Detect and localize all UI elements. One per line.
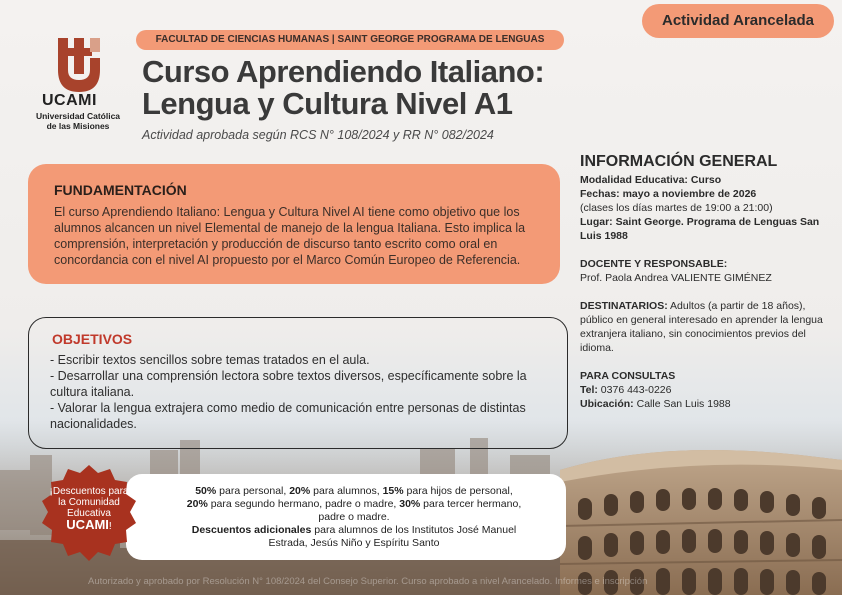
fundamentacion-title: FUNDAMENTACIÓN	[54, 182, 187, 198]
title-line1: Curso Aprendiendo Italiano:	[142, 54, 545, 89]
info-heading: INFORMACIÓN GENERAL	[580, 153, 778, 170]
logo-wordmark: UCAMI	[42, 92, 97, 109]
info-lugar: Lugar: Saint George. Programa de Lenguas San Luis 1988	[580, 216, 820, 242]
objetivo-item: - Valorar la lengua extrajera como medio de comunicación entre personas de distintas nacionalidades.	[50, 401, 526, 431]
logo-subtitle	[30, 111, 126, 131]
title-line2: Lengua y Cultura Nivel A1	[142, 86, 513, 121]
docente-label: DOCENTE Y RESPONSABLE:	[580, 258, 728, 270]
destinatarios: DESTINATARIOS: Adultos (a partir de 18 años), público en general interesado en aprender la lengua extranjera italiano, sin conocimientos previos del idioma.	[580, 300, 823, 354]
consultas-tel: Tel: 0376 443-0226	[580, 384, 672, 396]
seal-brand: UCAMI	[66, 517, 109, 532]
page-title	[142, 56, 544, 120]
discount-seal-text	[48, 486, 130, 532]
footer-note: Autorizado y aprobado por Resolución N° 108/2024 del Consejo Superior. Curso aprobado a nivel Arancelado. Informes e inscripción	[88, 576, 648, 587]
info-modalidad: Modalidad Educativa: Curso	[580, 174, 722, 186]
objetivo-item: - Desarrollar una comprensión lectora sobre textos diversos, específicamente sobre la cultura italiana.	[50, 369, 527, 399]
consultas-label: PARA CONSULTAS	[580, 370, 676, 382]
fundamentacion-text: El curso Aprendiendo Italiano: Lengua y Cultura Nivel AI tiene como objetivo que los alumnos alcancen un nivel Elemental de manejo de la lengua Italiana. Esto implica la comprensión, interpretación y producción de discurso tanto escrito como oral en concordancia con el nivel AI propuesto por el Marco Común Europeo de Referencia.	[54, 205, 526, 267]
approval-note: Actividad aprobada según RCS N° 108/2024 y RR N° 082/2024	[142, 128, 494, 142]
objetivos-list	[50, 352, 554, 432]
seal-line: ¡Descuentos para la Comunidad Educativa	[49, 486, 129, 519]
logo-subtitle-line2: de las Misiones	[46, 121, 110, 131]
info-clases: (clases los días martes de 19:00 a 21:00)	[580, 202, 773, 214]
paid-activity-badge: Actividad Arancelada	[642, 4, 834, 38]
logo-subtitle-line1: Universidad Católica	[35, 111, 121, 121]
discounts-text: 50% para personal, 20% para alumnos, 15% para hijos de personal, 20% para segundo hermano, padre o madre, 30% para tercer hermano, padre o madre. Descuentos adicionales para alumnos de los Institutos José Manuel Estrada, Jesús Niño y Espíritu Santo	[186, 485, 522, 549]
ucami-logo-icon	[54, 36, 104, 94]
info-fechas: Fechas: mayo a noviembre de 2026	[580, 188, 757, 200]
objetivos-title: OBJETIVOS	[52, 331, 133, 347]
info-panel	[580, 173, 824, 411]
docente-name: Prof. Paola Andrea VALIENTE GIMÉNEZ	[580, 272, 772, 284]
consultas-ubicacion: Ubicación: Calle San Luis 1988	[580, 398, 731, 410]
objetivo-item: - Escribir textos sencillos sobre temas tratados en el aula.	[50, 353, 370, 367]
faculty-banner: FACULTAD DE CIENCIAS HUMANAS | SAINT GEORGE PROGRAMA DE LENGUAS	[136, 30, 564, 50]
seal-end: !	[108, 521, 112, 532]
